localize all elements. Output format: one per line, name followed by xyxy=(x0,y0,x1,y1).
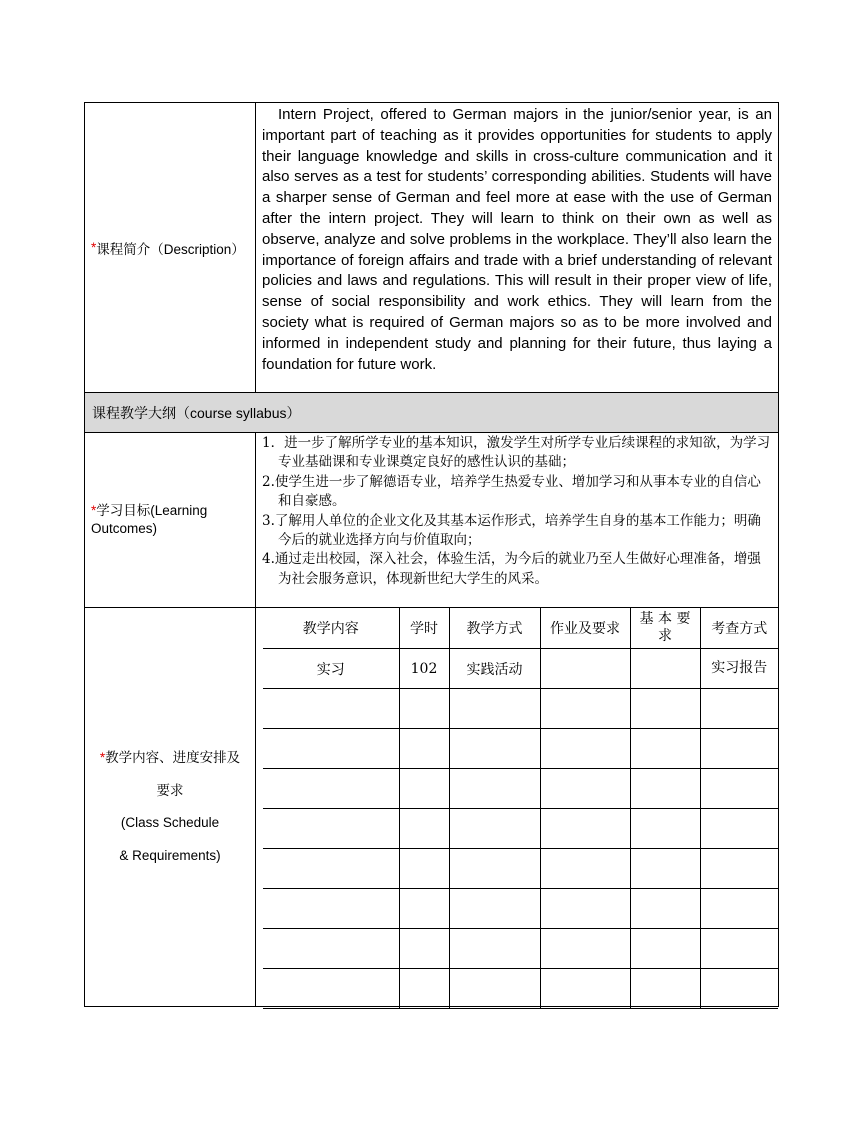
table-row xyxy=(263,969,778,1009)
table-cell xyxy=(540,769,630,809)
description-content-cell xyxy=(256,103,778,392)
table-cell xyxy=(540,929,630,969)
table-cell xyxy=(540,849,630,889)
table-row xyxy=(263,649,778,689)
column-header: 教学方式 xyxy=(449,608,540,649)
learning-outcomes-content-cell xyxy=(256,433,778,607)
column-header: 学时 xyxy=(399,608,449,649)
table-cell: 102 xyxy=(399,649,449,689)
description-label-cell xyxy=(85,103,256,392)
syllabus-header: 课程教学大纲（course syllabus） xyxy=(92,404,301,421)
learning-outcome-item: 3.了解用人单位的企业文化及其基本运作形式，培养学生自身的基本工作能力；明确今后的就业选择方向与价值取向； xyxy=(262,512,761,549)
table-cell xyxy=(700,809,778,849)
table-cell: 实习报告 xyxy=(700,649,778,689)
table-cell xyxy=(399,849,449,889)
description-row xyxy=(84,102,779,392)
table-cell xyxy=(263,809,399,849)
schedule-header-row xyxy=(263,608,778,649)
learning-outcomes-label-line2: Outcomes) xyxy=(91,521,158,536)
schedule-label-cell xyxy=(85,608,256,1006)
table-cell xyxy=(540,969,630,1009)
table-cell xyxy=(700,689,778,729)
table-cell xyxy=(399,969,449,1009)
column-header: 作业及要求 xyxy=(540,608,630,649)
table-cell xyxy=(449,729,540,769)
table-cell xyxy=(263,889,399,929)
table-cell xyxy=(449,849,540,889)
column-header: 考查方式 xyxy=(700,608,778,649)
table-cell xyxy=(263,729,399,769)
table-cell xyxy=(399,929,449,969)
learning-outcomes-list xyxy=(262,434,772,589)
column-header: 教学内容 xyxy=(263,608,399,649)
table-cell xyxy=(449,929,540,969)
table-cell xyxy=(449,769,540,809)
table-cell xyxy=(630,929,700,969)
table-cell xyxy=(630,729,700,769)
table-cell xyxy=(540,729,630,769)
required-marker: * xyxy=(91,503,97,518)
description-text: Intern Project, offered to German majors in the junior/senior year, is an important part of teaching as it provides opportunities for students to apply their language knowledge and skills in cross-culture communication and it also serves as a test for students’ corresponding abilities. Students will have a sharper sense of German and feel more at ease with the use of German after the intern project. They will learn to think on their own as well as observe, analyze and solve problems in the workplace. They’ll also learn the importance of foreign affairs and trade with a brief understanding of relevant policies and laws and regulations. This will result in their proper view of life, sense of social responsibility and work ethics. They will learn from the society what is required of German majors so as to be more involved and informed in independent study and planning for their future, thus laying a foundation for future work. xyxy=(262,106,772,373)
learning-outcomes-row xyxy=(84,432,779,607)
table-cell xyxy=(263,769,399,809)
required-marker: * xyxy=(99,750,106,765)
table-cell xyxy=(700,969,778,1009)
table-cell xyxy=(449,689,540,729)
table-cell xyxy=(630,889,700,929)
column-header: 基 本 要 求 xyxy=(630,608,700,649)
table-row xyxy=(263,809,778,849)
table-cell xyxy=(449,889,540,929)
schedule-label-line2: 要求 xyxy=(156,782,184,798)
table-row xyxy=(263,689,778,729)
required-marker: * xyxy=(91,240,97,255)
table-cell xyxy=(630,769,700,809)
table-row xyxy=(263,849,778,889)
table-row xyxy=(263,729,778,769)
table-cell xyxy=(399,689,449,729)
table-cell xyxy=(630,809,700,849)
learning-outcomes-label-line1: 学习目标(Learning xyxy=(96,503,208,518)
table-cell xyxy=(700,729,778,769)
description-label: 课程简介（Description） xyxy=(96,241,245,257)
table-cell: 实习 xyxy=(263,649,399,689)
table-cell xyxy=(630,969,700,1009)
table-cell xyxy=(700,929,778,969)
schedule-content-cell xyxy=(256,608,778,1006)
table-cell xyxy=(399,809,449,849)
schedule-label-line3: (Class Schedule xyxy=(120,815,220,830)
table-cell xyxy=(630,649,700,689)
table-cell xyxy=(399,889,449,929)
learning-outcomes-label-cell xyxy=(85,433,256,607)
table-cell xyxy=(540,689,630,729)
table-cell xyxy=(263,929,399,969)
schedule-label-line1: 教学内容、进度安排及 xyxy=(105,750,241,765)
table-row xyxy=(263,929,778,969)
table-cell xyxy=(540,809,630,849)
learning-outcome-item: 1．进一步了解所学专业的基本知识，激发学生对所学专业后续课程的求知欲，为学习专业基础课和专业课奠定良好的感性认识的基础； xyxy=(262,435,771,471)
table-cell xyxy=(700,889,778,929)
table-cell xyxy=(630,849,700,889)
syllabus-header-row xyxy=(84,392,779,432)
table-cell xyxy=(449,969,540,1009)
table-cell xyxy=(700,849,778,889)
table-cell: 实践活动 xyxy=(449,649,540,689)
table-cell xyxy=(700,769,778,809)
schedule-table xyxy=(263,608,778,1009)
table-cell xyxy=(540,649,630,689)
table-cell xyxy=(263,849,399,889)
table-row xyxy=(263,889,778,929)
table-cell xyxy=(449,809,540,849)
table-cell xyxy=(630,689,700,729)
table-cell xyxy=(399,729,449,769)
learning-outcome-item: 4.通过走出校园，深入社会，体验生活，为今后的就业乃至人生做好心理准备，增强为社会服务意识，体现新世纪大学生的风采。 xyxy=(262,551,761,587)
table-cell xyxy=(540,889,630,929)
table-row xyxy=(263,769,778,809)
schedule-label-line4: & Requirements) xyxy=(119,847,221,863)
table-cell xyxy=(263,969,399,1009)
table-cell xyxy=(263,689,399,729)
learning-outcome-item: 2.使学生进一步了解德语专业，培养学生热爱专业、增加学习和从事本专业的自信心和自豪感。 xyxy=(262,473,761,510)
schedule-row xyxy=(84,607,779,1007)
table-cell xyxy=(399,769,449,809)
